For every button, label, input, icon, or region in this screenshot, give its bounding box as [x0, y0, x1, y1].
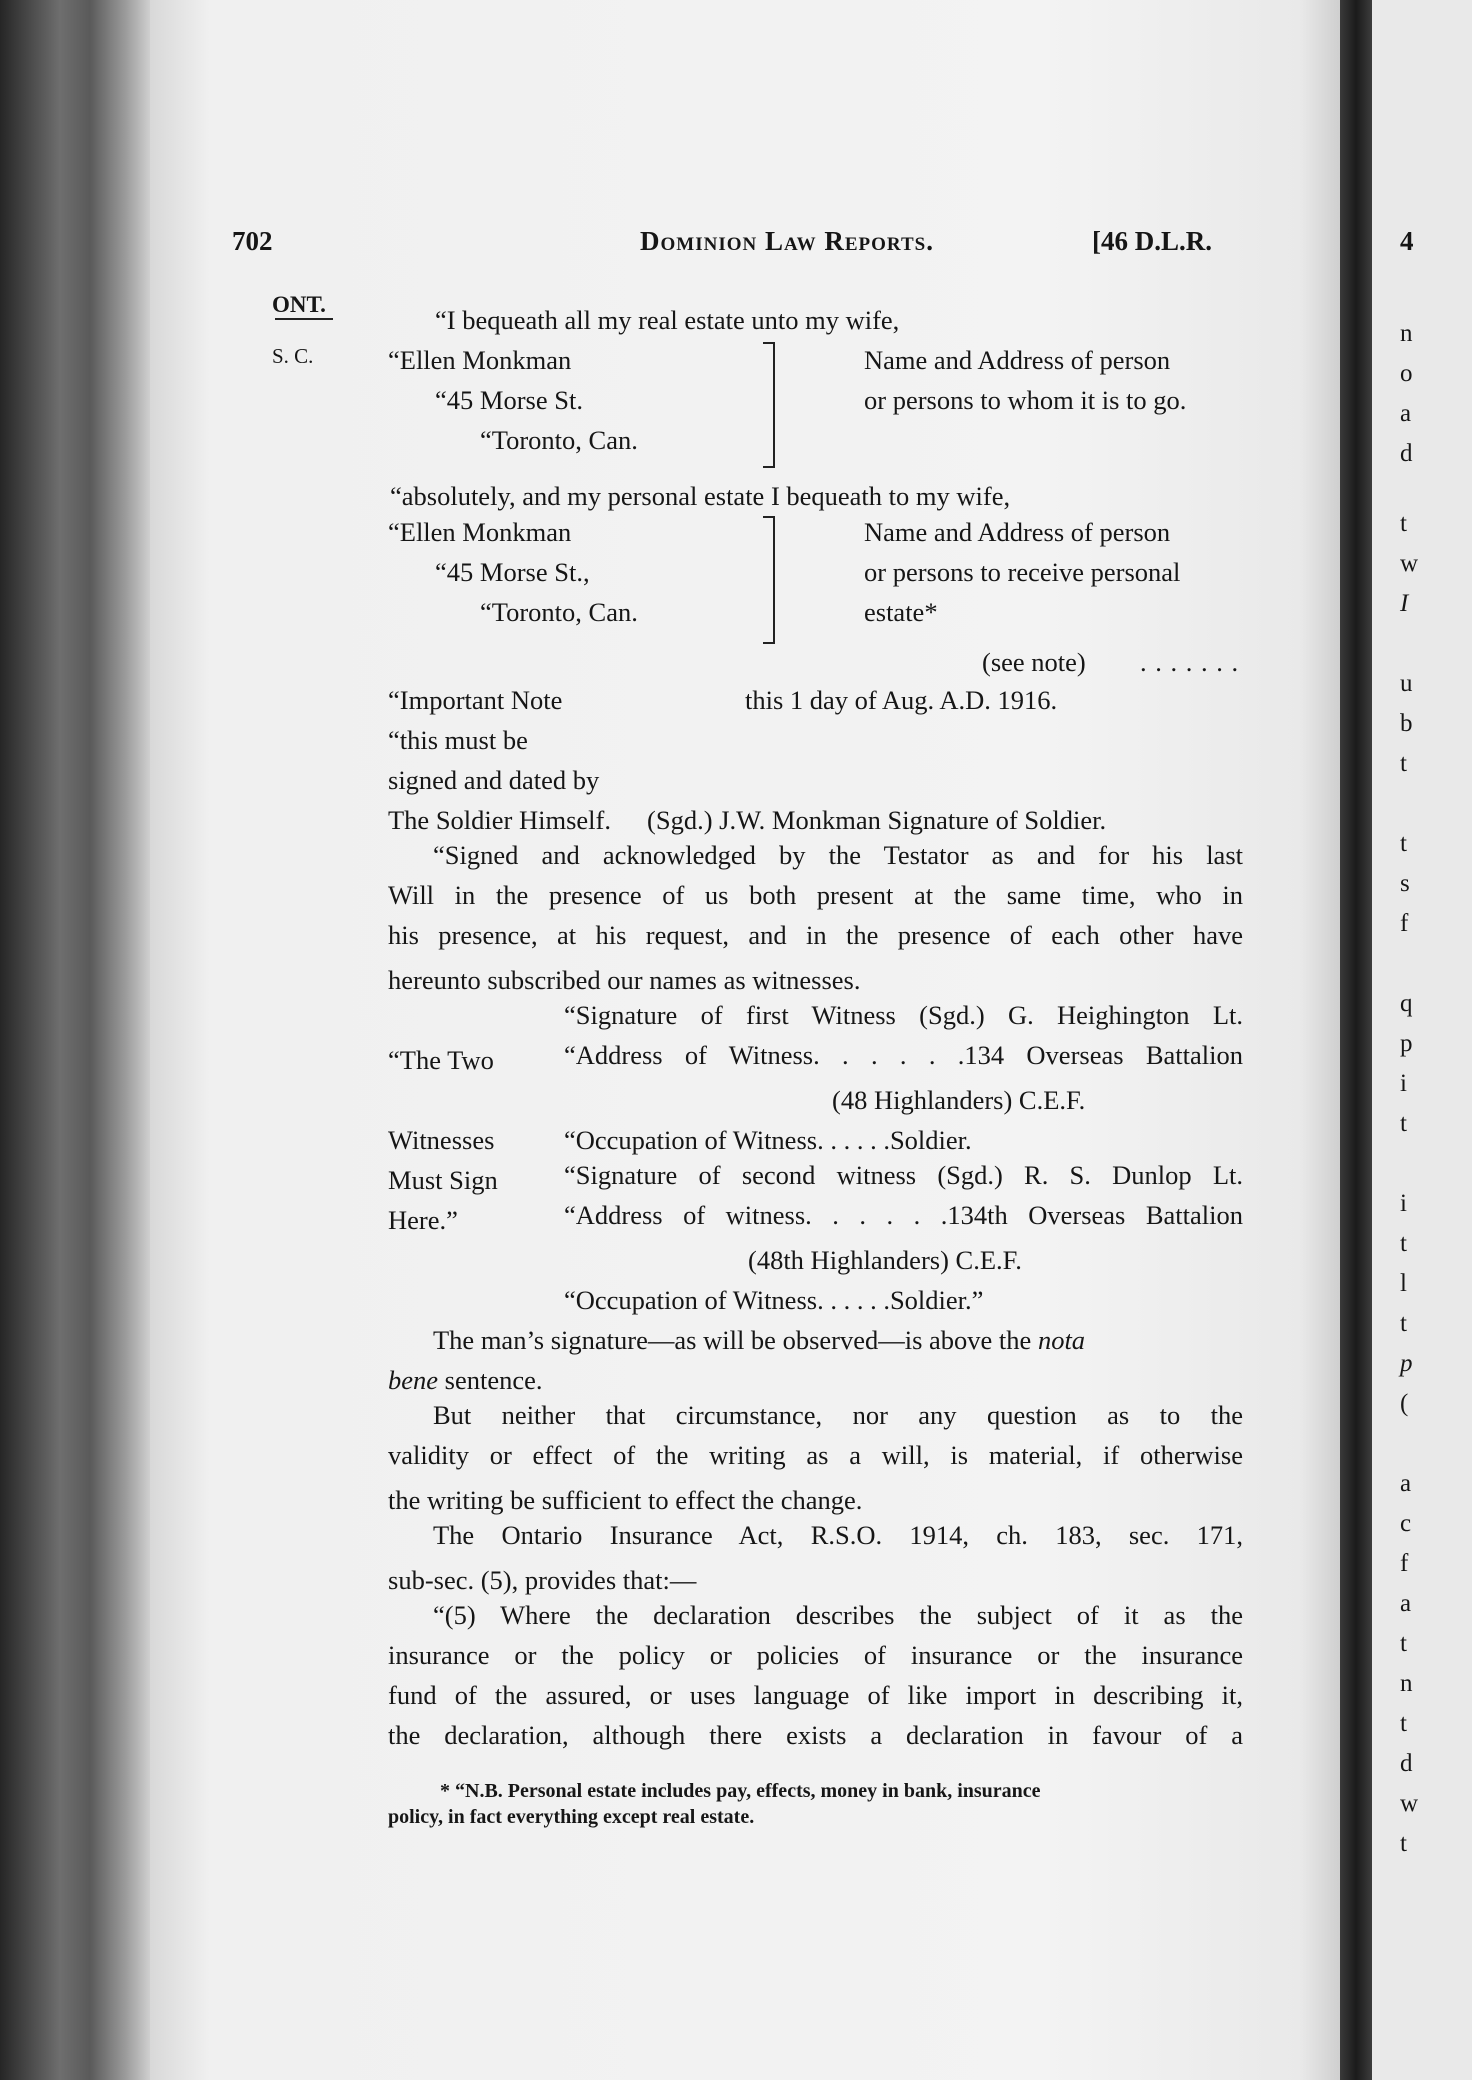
see-note-dots: . . . . . . . — [1140, 647, 1240, 677]
second-witness-address: “Address of witness. . . . . .134th Overseas Battalion — [564, 1200, 1243, 1230]
will-bequest-personal: “absolutely, and my personal estate I bequeath to my wife, — [390, 481, 1011, 511]
bracket-2 — [763, 516, 775, 644]
next-page-fragment: p — [1400, 1350, 1413, 1377]
next-page-fragment: t — [1400, 830, 1407, 857]
witness-note-2: Witnesses — [388, 1125, 495, 1155]
margin-division: S. C. — [272, 344, 314, 368]
will-city-2: “Toronto, Can. — [480, 597, 638, 627]
next-page-fragment: I — [1400, 590, 1409, 617]
attestation-line-4: hereunto subscribed our names as witnesses. — [388, 965, 861, 995]
running-title: Dominion Law Reports. — [640, 226, 934, 256]
next-page-fragment: d — [1400, 440, 1413, 467]
next-page-fragment: a — [1400, 400, 1412, 427]
witness-note-4: Here.” — [388, 1205, 458, 1235]
next-page-fragment: a — [1400, 1590, 1412, 1617]
body-p1-line1: The man’s signature—as will be observed—is above the nota — [433, 1325, 1086, 1355]
will-note-1a: Name and Address of person — [864, 345, 1171, 375]
next-page-fragment: t — [1400, 510, 1407, 537]
will-note-2c: estate* — [864, 597, 938, 627]
next-page-fragment: t — [1400, 1630, 1407, 1657]
next-page-fragment: w — [1400, 1790, 1419, 1817]
next-page-fragment: 4 — [1400, 226, 1414, 256]
soldier-signature: (Sgd.) J.W. Monkman Signature of Soldier. — [647, 805, 1107, 835]
first-witness-address: “Address of Witness. . . . . .134 Overseas Battalion — [564, 1040, 1243, 1070]
next-page-fragment: i — [1400, 1070, 1407, 1097]
will-name-2: “Ellen Monkman — [388, 517, 572, 547]
next-page-fragment: l — [1400, 1270, 1407, 1297]
important-note-2: “this must be — [388, 725, 528, 755]
second-witness-signature: “Signature of second witness (Sgd.) R. S. Dunlop Lt. — [564, 1160, 1243, 1190]
next-page-fragment: t — [1400, 1110, 1407, 1137]
next-page-fragment: u — [1400, 670, 1413, 697]
next-page-fragment: ( — [1400, 1390, 1409, 1417]
attestation-line-3: his presence, at his request, and in the presence of each other have — [388, 920, 1243, 950]
next-page-fragment: i — [1400, 1190, 1407, 1217]
date-line: this 1 day of Aug. A.D. 1916. — [745, 685, 1058, 715]
next-page-fragment: w — [1400, 550, 1419, 577]
attestation-line-2: Will in the presence of us both present at the same time, who in — [388, 880, 1243, 910]
next-page-fragment: b — [1400, 710, 1413, 737]
body-p3-line2: sub-sec. (5), provides that:— — [388, 1565, 697, 1595]
next-page-fragment: t — [1400, 1710, 1407, 1737]
will-city-1: “Toronto, Can. — [480, 425, 638, 455]
body-p4-line2: insurance or the policy or policies of insurance or the insurance — [388, 1640, 1243, 1670]
will-note-1b: or persons to whom it is to go. — [864, 385, 1187, 415]
next-page-fragment: c — [1400, 1510, 1412, 1537]
margin-rule — [275, 318, 333, 320]
next-page-fragment: q — [1400, 990, 1413, 1017]
footnote-line-1: * “N.B. Personal estate includes pay, effects, money in bank, insurance — [440, 1780, 1041, 1802]
first-witness-unit: (48 Highlanders) C.E.F. — [832, 1085, 1086, 1115]
next-page-fragment: t — [1400, 1830, 1407, 1857]
body-p4-line1: “(5) Where the declaration describes the subject of it as the — [433, 1600, 1243, 1630]
body-p1-line2: bene sentence. — [388, 1365, 543, 1395]
margin-court: ONT. — [272, 292, 326, 317]
will-street-2: “45 Morse St., — [435, 557, 590, 587]
footnote-line-2: policy, in fact everything except real estate. — [388, 1806, 755, 1828]
important-note-1: “Important Note — [388, 685, 563, 715]
will-street-1: “45 Morse St. — [435, 385, 583, 415]
book-gutter — [1340, 0, 1372, 2080]
next-page-fragment: n — [1400, 320, 1413, 347]
will-note-2b: or persons to receive personal — [864, 557, 1181, 587]
next-page-fragment: f — [1400, 1550, 1409, 1577]
next-page-fragment: t — [1400, 1310, 1407, 1337]
page-number: 702 — [232, 226, 273, 256]
next-page-fragment: f — [1400, 910, 1409, 937]
bracket-1 — [763, 342, 775, 468]
body-p2-line2: validity or effect of the writing as a will, is material, if otherwise — [388, 1440, 1243, 1470]
next-page-fragment: p — [1400, 1030, 1413, 1057]
facing-page-edge — [1372, 0, 1472, 2080]
body-p4-line3: fund of the assured, or uses language of like import in describing it, — [388, 1680, 1243, 1710]
book-binding — [0, 0, 150, 2080]
next-page-fragment: s — [1400, 870, 1410, 897]
witness-note-1: “The Two — [388, 1045, 494, 1075]
will-bequest-real: “I bequeath all my real estate unto my wife, — [435, 305, 900, 335]
body-p2-line1: But neither that circumstance, nor any question as to the — [433, 1400, 1243, 1430]
first-witness-signature: “Signature of first Witness (Sgd.) G. Heighington Lt. — [564, 1000, 1243, 1030]
witness-note-3: Must Sign — [388, 1165, 498, 1195]
first-witness-occupation: “Occupation of Witness. . . . . .Soldier. — [564, 1125, 972, 1155]
volume-citation: [46 D.L.R. — [1092, 226, 1212, 256]
second-witness-occupation: “Occupation of Witness. . . . . .Soldier.” — [564, 1285, 984, 1315]
next-page-fragment: t — [1400, 750, 1407, 777]
next-page-fragment: d — [1400, 1750, 1413, 1777]
next-page-fragment: t — [1400, 1230, 1407, 1257]
next-page-fragment: o — [1400, 360, 1413, 387]
will-note-2a: Name and Address of person — [864, 517, 1171, 547]
important-note-4: The Soldier Himself. — [388, 805, 611, 835]
next-page-fragment: n — [1400, 1670, 1413, 1697]
body-p3-line1: The Ontario Insurance Act, R.S.O. 1914, ch. 183, sec. 171, — [433, 1520, 1243, 1550]
attestation-line-1: “Signed and acknowledged by the Testator as and for his last — [433, 840, 1243, 870]
second-witness-unit: (48th Highlanders) C.E.F. — [748, 1245, 1022, 1275]
next-page-fragment: a — [1400, 1470, 1412, 1497]
see-note: (see note) — [982, 647, 1086, 677]
will-name-1: “Ellen Monkman — [388, 345, 572, 375]
important-note-3: signed and dated by — [388, 765, 600, 795]
body-p2-line3: the writing be sufficient to effect the change. — [388, 1485, 863, 1515]
body-p4-line4: the declaration, although there exists a declaration in favour of a — [388, 1720, 1243, 1750]
